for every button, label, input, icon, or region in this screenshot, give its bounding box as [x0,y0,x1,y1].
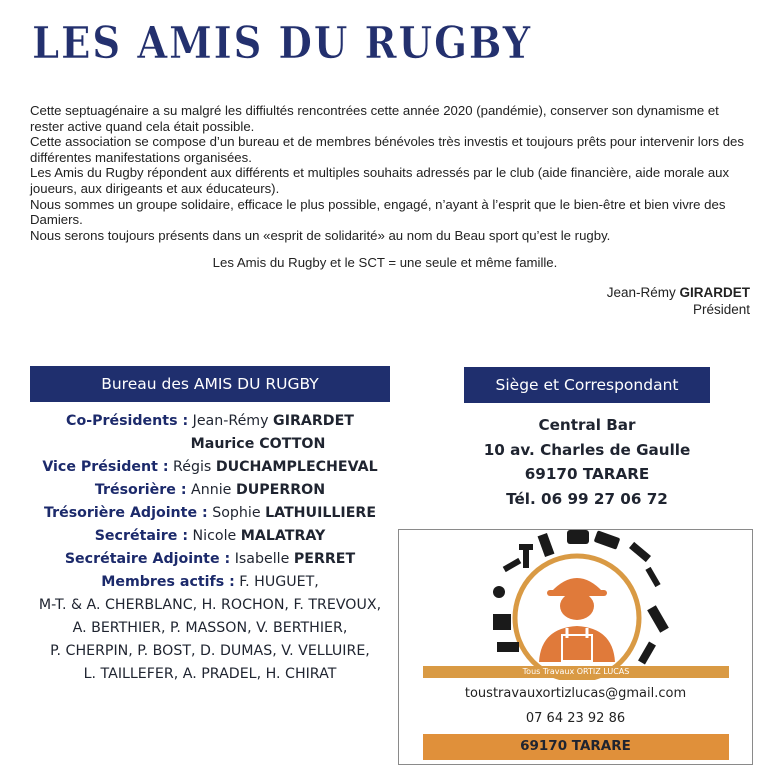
role-label: Trésorière : [94,482,187,498]
signature-last-name: GIRARDET [679,285,750,300]
bureau-row-vice-president [20,456,400,479]
bureau-list [20,410,400,686]
siege-name: Central Bar [538,416,636,434]
bureau-row-co-presidents [20,410,400,433]
role-label: Secrétaire Adjointe : [64,551,231,567]
member-name: Maurice COTTON [190,436,326,452]
member-last-name: DUPERRON [235,482,326,498]
bureau-row-tresoriere-adjointe [20,502,400,525]
bureau-row-secretaire [20,525,400,548]
ad-company-name: Tous Travaux ORTIZ LUCAS [522,667,630,676]
member-first-name: Jean-Rémy [192,413,269,429]
page-title [30,16,550,66]
role-label: Vice Président : [42,459,169,475]
member-first-name: Annie [191,482,232,498]
ad-email: toustravauxortizlucas@gmail.com [464,686,687,701]
bureau-row-secretaire-adjointe [20,548,400,571]
worker-icon [539,578,615,662]
bureau-row-membres [20,571,400,594]
intro-paragraph: Nous sommes un groupe solidaire, efficace le plus possible, engagé, n’ayant à l’esprit que le bien-être et bien vivre des Damiers. [30,196,726,228]
member-last-name: LATHUILLIERE [265,505,377,521]
motto: Les Amis du Rugby et le SCT = une seule et même famille. [212,255,558,270]
handyman-logo [483,530,673,680]
member-first-name: Isabelle [234,551,290,567]
bureau-heading-text: Bureau des AMIS DU RUGBY [101,375,319,393]
role-label: Secrétaire : [94,528,189,544]
bureau-heading [30,366,390,402]
ad-city: 69170 TARARE [520,738,631,754]
intro-text [30,103,752,243]
signature [607,284,750,318]
members-line: P. CHERPIN, P. BOST, D. DUMAS, V. VELLUIRE, [50,643,370,659]
member-first-name: Sophie [212,505,261,521]
intro-paragraph: Cette septuagénaire a su malgré les diffiultés rencontrées cette année 2020 (pandémie), conserver son dynamisme et rester active quand cela était possible. [30,103,719,134]
role-label: Trésorière Adjointe : [43,505,208,521]
members-line: A. BERTHIER, P. MASSON, V. BERTHIER, [72,620,348,636]
member-first-name: Régis [173,459,212,475]
siege-address: 10 av. Charles de Gaulle [483,440,691,459]
siege-phone: Tél. 06 99 27 06 72 [506,489,668,508]
member-last-name: PERRET [293,551,356,567]
member-last-name: GIRARDET [273,413,354,429]
intro-paragraph: Nous serons toujours présents dans un «esprit de solidarité» au nom du Beau sport qu’est le rugby. [30,227,611,243]
members-line: L. TAILLEFER, A. PRADEL, H. CHIRAT [83,666,337,682]
members-line: F. HUGUET, [239,574,319,590]
ad-phone: 07 64 23 92 86 [525,711,626,726]
siege-city: 69170 TARARE [524,465,650,483]
role-label: Membres actifs : [101,574,235,590]
siege-heading-text: Siège et Correspondant [495,376,679,394]
bureau-row-co-president-2 [20,433,400,456]
member-last-name: MALATRAY [240,528,326,544]
ad-company-stripe [423,666,729,678]
siege-block [464,413,710,511]
page-title-text: LES AMIS DU RUGBY [32,18,532,66]
intro-paragraph: Les Amis du Rugby répondent aux différents et multiples souhaits adressés par le club (aide financière, aide morale aux joueurs, aux dirigeants et aux éducateurs). [30,165,730,196]
signature-first-name: Jean-Rémy [606,285,676,300]
intro-paragraph: Cette association se compose d’un bureau et de membres bénévoles très investis et toujours prêts pour intervenir lors des différentes manifestations organisées. [30,134,744,165]
signature-role: Président [692,302,750,317]
member-last-name: DUCHAMPLECHEVAL [215,459,378,475]
bureau-row-tresoriere [20,479,400,502]
siege-heading [464,367,710,403]
members-line: M-T. & A. CHERBLANC, H. ROCHON, F. TREVOUX, [38,597,382,613]
role-label: Co-Présidents : [66,413,189,429]
advertisement [398,529,753,765]
member-first-name: Nicole [192,528,237,544]
